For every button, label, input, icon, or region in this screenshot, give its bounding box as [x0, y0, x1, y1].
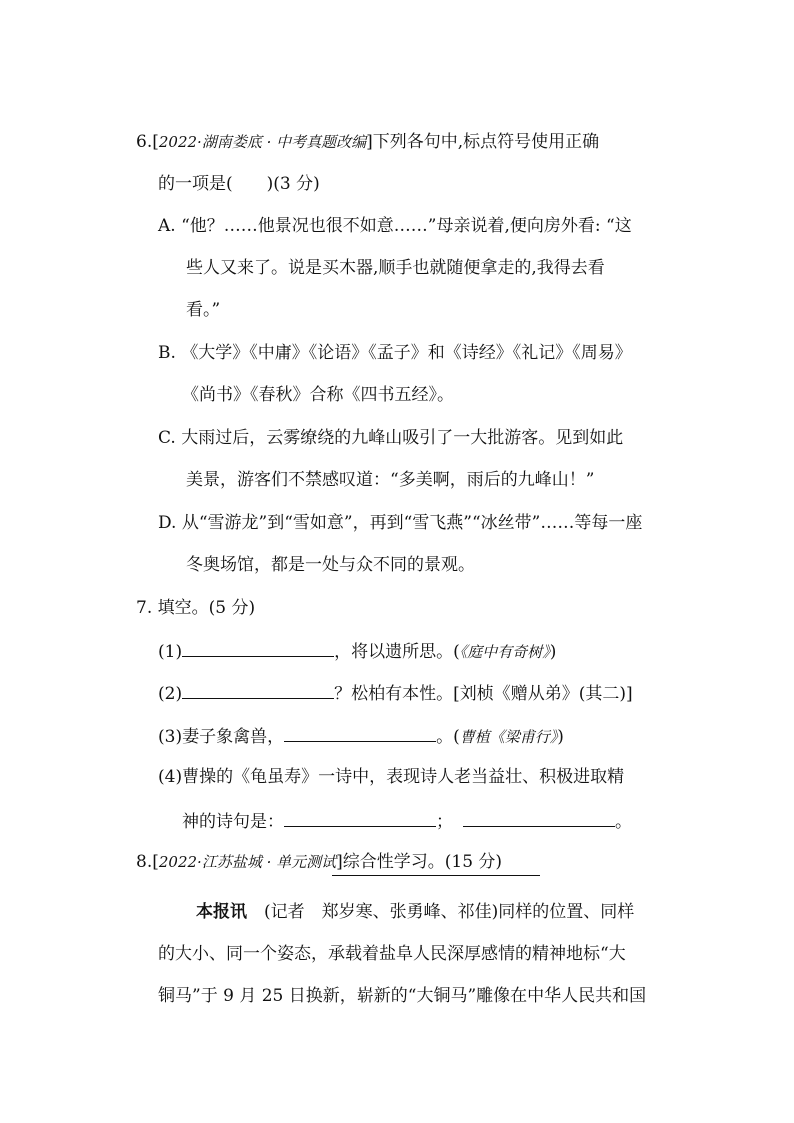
q8-number: 8. [136, 852, 153, 872]
q6-stem-text: 下列各句中,标点符号使用正确 [372, 132, 600, 152]
answer-blank[interactable] [284, 723, 436, 742]
q6-option-a-line3: 看。” [186, 300, 221, 320]
q7-item-3: (3)妻子象禽兽， 。(曹植《梁甫行》) [158, 723, 564, 749]
answer-blank[interactable] [463, 808, 615, 827]
q6-stem-line1: 6.[2022·湖南娄底 · 中考真题改编]下列各句中,标点符号使用正确 [136, 132, 600, 152]
answer-blank[interactable] [182, 638, 334, 657]
q6-stem-line2: 的一项是( )(3 分) [158, 174, 320, 194]
q7-item-4-line2: 神的诗句是： ； 。 [182, 808, 632, 834]
q6-option-b-line2: 《尚书》《春秋》合称《四书五经》。 [182, 385, 454, 405]
item-label: (1) [158, 642, 183, 662]
q7-item-1: (1) ，将以遗所思。(《庭中有奇树》) [158, 638, 556, 664]
q6-option-a-line2: 些人又来了。说是买木器,顺手也就随便拿走的,我得去看 [186, 258, 605, 278]
section-divider [332, 875, 540, 876]
q7-item-2: (2) ？松柏有本性。[刘桢《赠从弟》(其二)] [158, 680, 633, 706]
q8-stem: 8.[2022·江苏盐城 · 单元测试]综合性学习。(15 分) [136, 852, 503, 872]
option-label: D. [158, 513, 177, 533]
q6-option-d-line1: D. 从“雪游龙”到“雪如意”，再到“雪飞燕”“冰丝带”……等每一座 [158, 513, 643, 533]
answer-blank[interactable] [182, 680, 334, 699]
option-label: C. [158, 428, 176, 448]
q6-option-a-line1: A. “他？……他景况也很不如意……”母亲说着,便向房外看: “这 [158, 216, 632, 236]
q7-stem: 7. 填空。(5 分) [136, 598, 256, 618]
q8-source: 2022·江苏盐城 · 单元测试 [158, 853, 337, 871]
option-label: A. [158, 216, 176, 236]
q6-option-c-line1: C. 大雨过后，云雾缭绕的九峰山吸引了一大批游客。见到如此 [158, 428, 624, 448]
article-line3: 铜马”于 9 月 25 日换新，崭新的“大铜马”雕像在中华人民共和国 [158, 986, 647, 1006]
answer-blank[interactable] [284, 808, 436, 827]
option-label: B. [158, 343, 176, 363]
q6-number: 6. [136, 132, 153, 152]
item-label: (2) [158, 684, 183, 704]
article-lead: 本报讯 [196, 902, 247, 922]
article-line1: 本报讯 (记者 郑岁寒、张勇峰、祁佳)同样的位置、同样 [196, 902, 635, 922]
q7-item-4-line1: (4)曹操的《龟虽寿》一诗中，表现诗人老当益壮、积极进取精 [158, 767, 625, 787]
q6-option-d-line2: 冬奥场馆，都是一处与众不同的景观。 [186, 555, 475, 575]
q6-source: 2022·湖南娄底 · 中考真题改编 [158, 133, 367, 151]
q7-number: 7. [136, 598, 153, 618]
q6-option-c-line2: 美景，游客们不禁感叹道：“多美啊，雨后的九峰山！” [186, 470, 595, 490]
item-label: (3) [158, 727, 183, 747]
q6-option-b-line1: B. 《大学》《中庸》《论语》《孟子》和《诗经》《礼记》《周易》 [158, 343, 632, 363]
item-label: (4) [158, 767, 183, 787]
article-line2: 的大小、同一个姿态，承载着盐阜人民深厚感情的精神地标“大 [158, 944, 626, 964]
